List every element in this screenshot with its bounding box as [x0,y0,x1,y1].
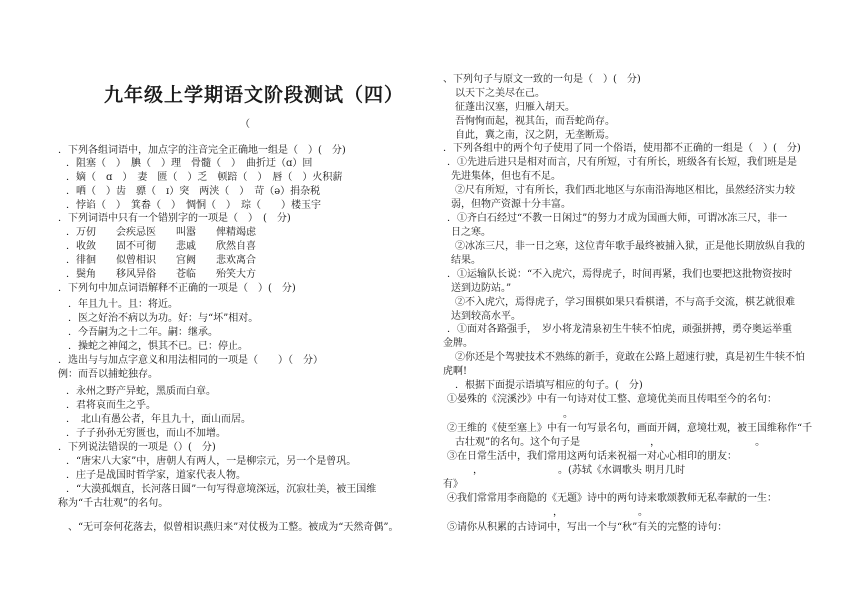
right-text-line: ， 。(苏轼《水调歌头 明月几时 [473,465,686,476]
subtitle-mark: （ [240,119,250,130]
left-text-line: ．下列句中加点词语解释不正确的一项是（ ）( 分) [58,283,296,294]
left-text-line: ．君将哀而生之乎。 [66,400,156,411]
left-text-line: 称为“千古壮观”的名句。 [58,498,169,509]
right-text-line: 送到边防站。” [451,283,512,294]
right-text-line: ⑤请你从积累的古诗词中，写出一个与“秋”有关的完整的诗句： [447,522,728,533]
right-text-line: ②尺有所短，寸有所长，我们西北地区与东南沿海地区相比，虽然经济实力较 [455,185,795,196]
left-text-line: ．“大漠孤烟直，长河落日圆”一句写得意境深远，沉寂壮美，被王国维 [66,484,377,495]
right-text-line: 弱，但物产资源十分丰富。 [451,199,571,210]
left-text-line: ． 北山有愚公者，年且九十，面山而居。 [66,414,251,425]
left-text-line: ．悖谄（ ） 箕畚（ ） 惆恫（ ） 琮（ ）楼玉宇 [66,200,321,211]
right-text-line: ②王维的《使至塞上》中有一句写景名句，画面开阔，意境壮观，被王国维称作“千 [447,423,813,434]
right-text-line: 。 [563,409,573,420]
right-text-line: ．①先进后进只是相对而言，尺有所短，寸有所长，班级各有长短，我们班是是 [447,157,797,168]
right-text-line: ①晏殊的《浣溪沙》中有一句诗对仗工整、意境优美而且传唱至今的名句： [447,394,777,405]
left-text-line: ．鬓角 移风异俗 苍临 殆笑大方 [66,269,256,280]
left-text-line: ．下列各组词语中，加点字的注音完全正确地一组是（ ）( 分) [58,145,346,156]
right-text-line: ③在日常生活中，我们常用这两句话来祝福一对心心相印的朋友： [447,451,737,462]
right-text-line: ．①齐白石经过“不教一日闲过”的努力才成为国画大师，可谓冰冻三尺，非一 [447,213,788,224]
right-text-line: ④我们常常用李商隐的《无题》诗中的两句诗来歌颂教师无私奉献的一生： [447,493,777,504]
left-text-line: ．操蛇之神闻之，惧其不已。已：停止。 [68,341,248,352]
right-text-line: ②不入虎穴，焉得虎子，学习围棋如果只看棋谱，不与高手交流，棋艺就很难 [455,297,795,308]
right-text-line: 有》 [443,479,463,490]
left-text-line: 例：而吾以捕蛇独存。 [58,369,158,380]
left-text-line: ．阻塞（ ） 腆（ ）理 骨髓（ ） 曲折迂（ɑ）回 [66,158,313,169]
right-text-line: 以天下之美尽在己。 [455,88,545,99]
left-text-line: ．选出与与加点字意义和用法相同的一项是（ ）（ 分） [58,355,323,366]
left-text-line: ．庄子是战国时哲学家，道家代表人物。 [66,470,246,481]
right-text-line: ．根据下面提示语填写相应的句子。( 分) [455,380,643,391]
right-text-line: 自此，冀之南，汉之阴，无垄断焉。 [455,130,615,141]
left-text-line: ．今吾嗣为之十二年。嗣：继承。 [68,327,218,338]
right-text-line: ②你还是个驾驶技术不熟练的新手，竟敢在公路上超速行驶，真是初生牛犊不怕 [455,352,805,363]
right-text-line: ， 。 [553,507,648,518]
right-text-line: 征蓬出汉塞，归雁入胡天。 [455,102,575,113]
right-text-line: ．①面对各路强手， 岁小将龙清泉初生牛犊不怕虎，顽强拼搏，勇夺奥运举重 [447,324,792,335]
right-text-line: 先进集体，但也有不足。 [451,171,561,182]
left-text-line: ．子子孙孙无穷匮也，而山不加增。 [66,428,226,439]
right-text-line: 金牌。 [443,338,473,349]
left-text-line: ．永州之野产异蛇，黑质而白章。 [66,386,216,397]
right-text-line: ②冰冻三尺，非一日之寒，这位青年歌手最终被捕入狱，正是他长期放纵自我的 [455,241,805,252]
left-text-line: ．收敛 固不可彻 悲戚 欣然自喜 [66,241,256,252]
right-text-line: 虎啊! [443,366,468,377]
left-text-line: ．万仞 会疾忌医 叫嚣 俾精竭虑 [66,227,256,238]
right-text-line: 古壮观”的名句。这个句子是 ， 。 [455,437,766,448]
left-text-line: ．徘徊 似曾相识 宫阙 悲欢离合 [66,255,256,266]
left-text-line: ．“唐宋八大家”中，唐朝人有两人，一是柳宗元，另一个是曾巩。 [66,456,357,467]
right-text-line: 达到较高水平。 [451,311,521,322]
left-text-line: ．下列说法错误的一项是（）( 分) [58,442,216,453]
left-text-line: 、“无可奈何花落去，似曾相识燕归来”对仗极为工整。被成为“天然奇偶”。 [68,522,399,533]
left-text-line: ．嫡（ ɑ ） 妻 匮（ ）乏 顿踣（ ） 唇（ ）火积薪 [66,172,343,183]
right-text-line: ．下列各组中的两个句子使用了同一个俗语，使用都不正确的一组是（ ）( 分) [443,143,801,154]
right-text-line: 吾恂恂而起，视其缶，而吾蛇尚存。 [455,116,615,127]
right-text-line: 、下列句子与原文一致的一句是（ ）( 分) [443,74,641,85]
left-text-line: ．医之好治不病以为功。好：与“坏”相对。 [68,313,259,324]
right-text-line: 日之寒。 [451,227,491,238]
left-text-line: ．下列词语中只有一个错别字的一项是（ ） ( 分) [58,213,291,224]
left-text-line: ．年且九十。且：将近。 [68,299,178,310]
left-text-line: ．哂（ ）齿 骠（ ɪ）突 两浃（ ） 苛（ə）捐杂税 [66,186,321,197]
page-title: 九年级上学期语文阶段测试（四） [104,84,405,106]
right-text-line: 结果。 [451,255,481,266]
right-text-line: ．①运输队长说：“不入虎穴，焉得虎子，时间再紧，我们也要把这批物资按时 [447,269,793,280]
